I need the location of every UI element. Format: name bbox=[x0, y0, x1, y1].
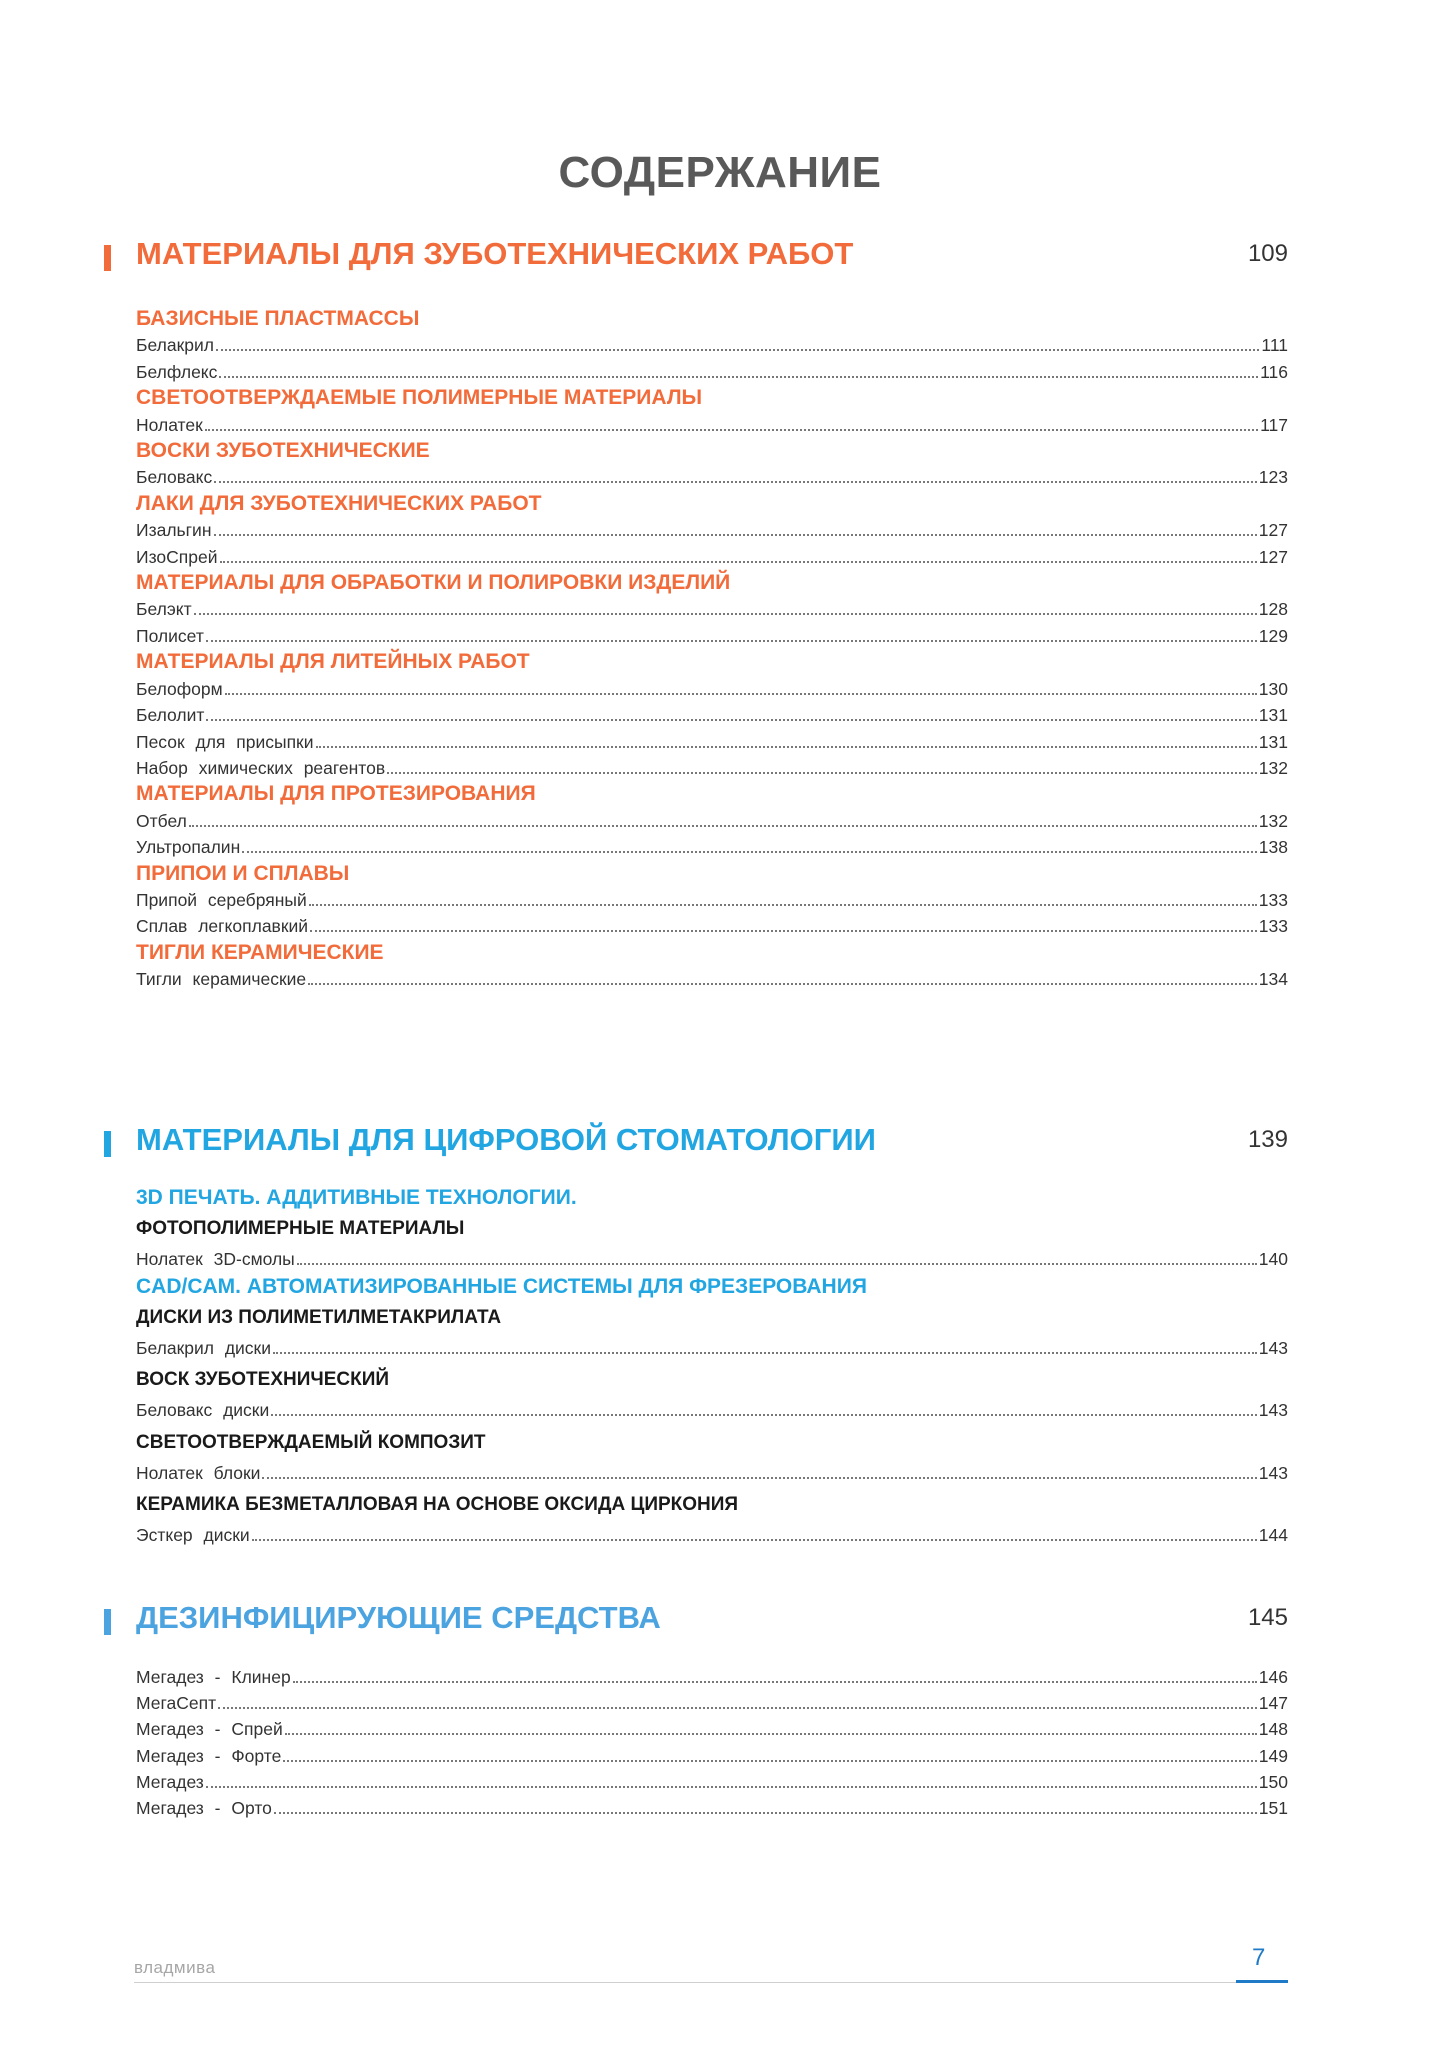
toc-entry[interactable]: Полисет 129 bbox=[136, 625, 1288, 646]
toc-entry[interactable]: Мегадез 150 bbox=[136, 1771, 1288, 1792]
toc-entry[interactable]: Тигли керамические 134 bbox=[136, 969, 1288, 990]
group-title: МАТЕРИАЛЫ ДЛЯ ОБРАБОТКИ И ПОЛИРОВКИ ИЗДЕЛИЙ bbox=[136, 571, 731, 595]
toc-entry[interactable]: Ультропалин 138 bbox=[136, 837, 1288, 858]
toc-entry[interactable]: Мегадез - Орто 151 bbox=[136, 1798, 1288, 1819]
toc-entry[interactable]: Отбел 132 bbox=[136, 810, 1288, 831]
toc-entry[interactable]: Песок для присыпки 131 bbox=[136, 731, 1288, 752]
group-title: СВЕТООТВЕРЖДАЕМЫЙ КОМПОЗИТ bbox=[136, 1431, 486, 1453]
toc-entry[interactable]: Белолит 131 bbox=[136, 705, 1288, 726]
group-title: МАТЕРИАЛЫ ДЛЯ ПРОТЕЗИРОВАНИЯ bbox=[136, 782, 536, 806]
section-header-digital[interactable] bbox=[104, 1118, 1288, 1168]
group-title: ВОСКИ ЗУБОТЕХНИЧЕСКИЕ bbox=[136, 439, 430, 463]
group-title: МАТЕРИАЛЫ ДЛЯ ЛИТЕЙНЫХ РАБОТ bbox=[136, 650, 530, 674]
toc-entry[interactable]: Припой серебряный 133 bbox=[136, 889, 1288, 910]
footer-divider bbox=[134, 1982, 1288, 1983]
section-marker bbox=[104, 245, 111, 271]
toc-entry[interactable]: Белакрил диски 143 bbox=[136, 1337, 1288, 1358]
group-title: БАЗИСНЫЕ ПЛАСТМАССЫ bbox=[136, 307, 420, 330]
toc-entry[interactable]: Белакрил 111 bbox=[136, 335, 1288, 356]
toc-entry[interactable]: Мегадез - Клинер 146 bbox=[136, 1667, 1288, 1687]
group-title: СВЕТООТВЕРЖДАЕМЫЕ ПОЛИМЕРНЫЕ МАТЕРИАЛЫ bbox=[136, 386, 703, 410]
section-entries-disinfectants bbox=[136, 1664, 1288, 1821]
toc-entry[interactable]: Мегадез - Спрей 148 bbox=[136, 1719, 1288, 1740]
footer-brand: владмива bbox=[134, 1958, 216, 1977]
toc-entry[interactable]: Беловакс 123 bbox=[136, 467, 1288, 488]
toc-entry[interactable]: Сплав легкоплавкий 133 bbox=[136, 916, 1288, 937]
toc-entry[interactable]: Мегадез - Форте 149 bbox=[136, 1745, 1288, 1766]
section-marker bbox=[104, 1609, 111, 1635]
section-page: 109 bbox=[1247, 240, 1288, 267]
footer-accent-line bbox=[1236, 1980, 1288, 1983]
toc-entry[interactable]: Белоформ 130 bbox=[136, 678, 1288, 699]
group-title: КЕРАМИКА БЕЗМЕТАЛЛОВАЯ НА ОСНОВЕ ОКСИДА ЦИРКОНИЯ bbox=[136, 1494, 739, 1515]
toc-entry[interactable]: Белэкт 128 bbox=[136, 599, 1288, 620]
section-header-dental-lab[interactable] bbox=[104, 232, 1288, 282]
page-title: СОДЕРЖАНИЕ bbox=[558, 148, 882, 197]
toc-entry[interactable]: Набор химических реагентов 132 bbox=[136, 757, 1288, 778]
part-title: 3D ПЕЧАТЬ. АДДИТИВНЫЕ ТЕХНОЛОГИИ. bbox=[136, 1186, 577, 1209]
group-title: ЛАКИ ДЛЯ ЗУБОТЕХНИЧЕСКИХ РАБОТ bbox=[136, 491, 542, 515]
toc-entry[interactable]: Нолатек 3D-смолы 140 bbox=[136, 1248, 1288, 1269]
toc-entry[interactable]: ИзоСпрей 127 bbox=[136, 546, 1288, 567]
group-title: ПРИПОИ И СПЛАВЫ bbox=[136, 861, 350, 885]
section-marker bbox=[104, 1131, 111, 1157]
toc-entry[interactable]: МегаСепт 147 bbox=[136, 1693, 1288, 1714]
group-title: ВОСК ЗУБОТЕХНИЧЕСКИЙ bbox=[136, 1369, 390, 1390]
toc-entry[interactable]: Изальгин 127 bbox=[136, 520, 1288, 541]
toc-entry[interactable]: Эсткер диски 144 bbox=[136, 1525, 1288, 1545]
section-entries-digital bbox=[136, 1184, 1288, 1550]
toc-entry[interactable]: Белфлекс 116 bbox=[136, 361, 1288, 382]
toc-entry[interactable]: Нолатек блоки 143 bbox=[136, 1462, 1288, 1483]
group-title: ТИГЛИ КЕРАМИЧЕСКИЕ bbox=[136, 940, 384, 964]
toc-entry[interactable]: Беловакс диски 143 bbox=[136, 1400, 1288, 1420]
section-page: 139 bbox=[1247, 1126, 1288, 1153]
section-header-disinfectants[interactable] bbox=[104, 1596, 1288, 1646]
group-title: ДИСКИ ИЗ ПОЛИМЕТИЛМЕТАКРИЛАТА bbox=[136, 1306, 502, 1328]
group-title: ФОТОПОЛИМЕРНЫЕ МАТЕРИАЛЫ bbox=[136, 1217, 465, 1239]
section-title: МАТЕРИАЛЫ ДЛЯ ЗУБОТЕХНИЧЕСКИХ РАБОТ bbox=[136, 236, 854, 271]
part-title: CAD/CAM. АВТОМАТИЗИРОВАННЫЕ СИСТЕМЫ ДЛЯ ФРЕЗЕРОВАНИЯ bbox=[136, 1275, 867, 1298]
page-number: 7 bbox=[1252, 1944, 1266, 1971]
toc-entry[interactable]: Нолатек 117 bbox=[136, 414, 1288, 435]
section-entries-dental-lab bbox=[136, 306, 1288, 993]
section-title: МАТЕРИАЛЫ ДЛЯ ЦИФРОВОЙ СТОМАТОЛОГИИ bbox=[136, 1122, 876, 1157]
section-page: 145 bbox=[1247, 1604, 1288, 1631]
section-title: ДЕЗИНФИЦИРУЮЩИЕ СРЕДСТВА bbox=[136, 1600, 661, 1635]
